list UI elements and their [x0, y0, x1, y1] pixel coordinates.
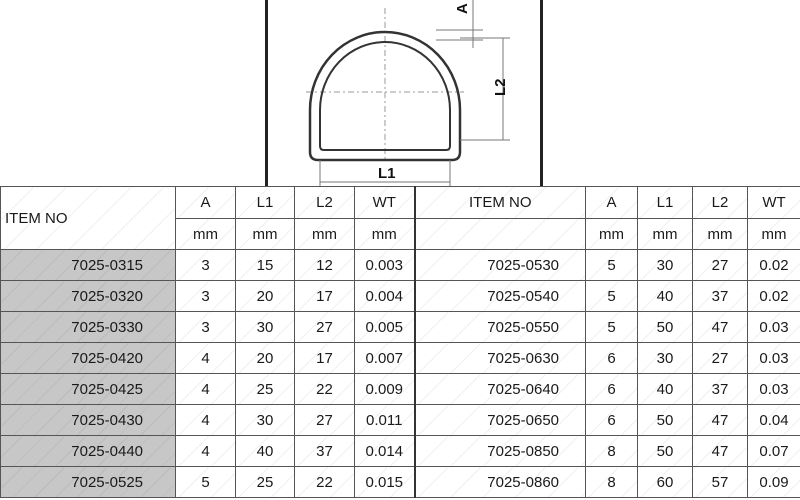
header-a-right: A [586, 187, 638, 219]
header-row [1, 187, 800, 219]
a-cell-left: 3 [176, 312, 236, 343]
l2-cell-left: 27 [295, 405, 355, 436]
wt-cell-right: 0.04 [748, 405, 800, 436]
l1-cell-left: 25 [236, 374, 295, 405]
table-row [1, 250, 800, 281]
l2-cell-right: 47 [693, 436, 748, 467]
wt-cell-right: 0.07 [748, 436, 800, 467]
item-no-cell-right: 7025-0550 [415, 312, 586, 343]
l2-cell-right: 47 [693, 405, 748, 436]
l1-cell-right: 60 [638, 467, 693, 498]
a-cell-left: 5 [176, 467, 236, 498]
item-no-cell-right: 7025-0650 [415, 405, 586, 436]
item-no-cell-right: 7025-0860 [415, 467, 586, 498]
a-cell-right: 6 [586, 343, 638, 374]
table-row [1, 312, 800, 343]
wt-cell-right: 0.03 [748, 343, 800, 374]
a-cell-right: 5 [586, 250, 638, 281]
header-item-no-right: ITEM NO [415, 187, 586, 219]
a-cell-right: 5 [586, 281, 638, 312]
l2-cell-left: 17 [295, 343, 355, 374]
item-no-cell-left: 7025-0525 [1, 467, 176, 498]
l1-cell-left: 20 [236, 281, 295, 312]
l1-cell-left: 40 [236, 436, 295, 467]
l2-cell-right: 47 [693, 312, 748, 343]
item-no-cell-left: 7025-0320 [1, 281, 176, 312]
wt-cell-right: 0.02 [748, 250, 800, 281]
a-cell-right: 8 [586, 436, 638, 467]
item-no-cell-left: 7025-0315 [1, 250, 176, 281]
wt-cell-left: 0.011 [355, 405, 415, 436]
l2-cell-left: 37 [295, 436, 355, 467]
unit-a-right: mm [586, 219, 638, 250]
dimension-label-a: A [454, 3, 471, 14]
table-row [1, 405, 800, 436]
a-cell-right: 6 [586, 405, 638, 436]
unit-wt-left: mm [355, 219, 415, 250]
header-l2-left: L2 [295, 187, 355, 219]
l1-cell-left: 20 [236, 343, 295, 374]
unit-a-left: mm [176, 219, 236, 250]
header-l1-right: L1 [638, 187, 693, 219]
table-row [1, 467, 800, 498]
l1-cell-left: 30 [236, 312, 295, 343]
wt-cell-left: 0.014 [355, 436, 415, 467]
header-l1-left: L1 [236, 187, 295, 219]
item-no-cell-left: 7025-0430 [1, 405, 176, 436]
unit-blank-right [415, 219, 586, 250]
wt-cell-left: 0.004 [355, 281, 415, 312]
unit-l2-right: mm [693, 219, 748, 250]
l2-cell-left: 22 [295, 374, 355, 405]
table-row [1, 281, 800, 312]
unit-wt-right: mm [748, 219, 800, 250]
a-cell-left: 4 [176, 405, 236, 436]
l1-cell-left: 30 [236, 405, 295, 436]
wt-cell-right: 0.09 [748, 467, 800, 498]
wt-cell-right: 0.03 [748, 374, 800, 405]
l2-cell-right: 37 [693, 281, 748, 312]
unit-l1-right: mm [638, 219, 693, 250]
header-l2-right: L2 [693, 187, 748, 219]
wt-cell-left: 0.005 [355, 312, 415, 343]
dimension-label-l2: L2 [492, 78, 509, 96]
item-no-cell-right: 7025-0630 [415, 343, 586, 374]
d-ring-drawing [265, 0, 543, 186]
l1-cell-right: 40 [638, 281, 693, 312]
a-cell-right: 8 [586, 467, 638, 498]
l1-cell-right: 50 [638, 436, 693, 467]
wt-cell-left: 0.007 [355, 343, 415, 374]
l1-cell-left: 25 [236, 467, 295, 498]
unit-l2-left: mm [295, 219, 355, 250]
header-wt-right: WT [748, 187, 800, 219]
l2-cell-left: 27 [295, 312, 355, 343]
item-no-cell-left: 7025-0425 [1, 374, 176, 405]
l2-cell-left: 17 [295, 281, 355, 312]
wt-cell-left: 0.015 [355, 467, 415, 498]
l2-cell-right: 27 [693, 343, 748, 374]
a-cell-right: 6 [586, 374, 638, 405]
item-no-cell-left: 7025-0440 [1, 436, 176, 467]
a-cell-right: 5 [586, 312, 638, 343]
header-wt-left: WT [355, 187, 415, 219]
header-a-left: A [176, 187, 236, 219]
table-body [1, 250, 800, 498]
wt-cell-left: 0.009 [355, 374, 415, 405]
l1-cell-right: 40 [638, 374, 693, 405]
table-row [1, 374, 800, 405]
a-cell-left: 4 [176, 436, 236, 467]
wt-cell-right: 0.03 [748, 312, 800, 343]
dimension-label-l1: L1 [378, 165, 396, 182]
item-no-cell-right: 7025-0850 [415, 436, 586, 467]
item-no-cell-left: 7025-0330 [1, 312, 176, 343]
table-row [1, 436, 800, 467]
l1-cell-right: 30 [638, 250, 693, 281]
wt-cell-right: 0.02 [748, 281, 800, 312]
a-cell-left: 3 [176, 281, 236, 312]
l2-cell-right: 27 [693, 250, 748, 281]
spec-table [0, 186, 800, 498]
a-cell-left: 3 [176, 250, 236, 281]
item-no-cell-right: 7025-0540 [415, 281, 586, 312]
l2-cell-right: 37 [693, 374, 748, 405]
l1-cell-right: 50 [638, 312, 693, 343]
l2-cell-right: 57 [693, 467, 748, 498]
item-no-cell-right: 7025-0640 [415, 374, 586, 405]
item-no-cell-left: 7025-0420 [1, 343, 176, 374]
l2-cell-left: 12 [295, 250, 355, 281]
l1-cell-left: 15 [236, 250, 295, 281]
wt-cell-left: 0.003 [355, 250, 415, 281]
l2-cell-left: 22 [295, 467, 355, 498]
a-cell-left: 4 [176, 343, 236, 374]
a-cell-left: 4 [176, 374, 236, 405]
l1-cell-right: 30 [638, 343, 693, 374]
unit-l1-left: mm [236, 219, 295, 250]
item-no-cell-right: 7025-0530 [415, 250, 586, 281]
l1-cell-right: 50 [638, 405, 693, 436]
table-row [1, 343, 800, 374]
header-item-no-left: ITEM NO [1, 187, 176, 250]
